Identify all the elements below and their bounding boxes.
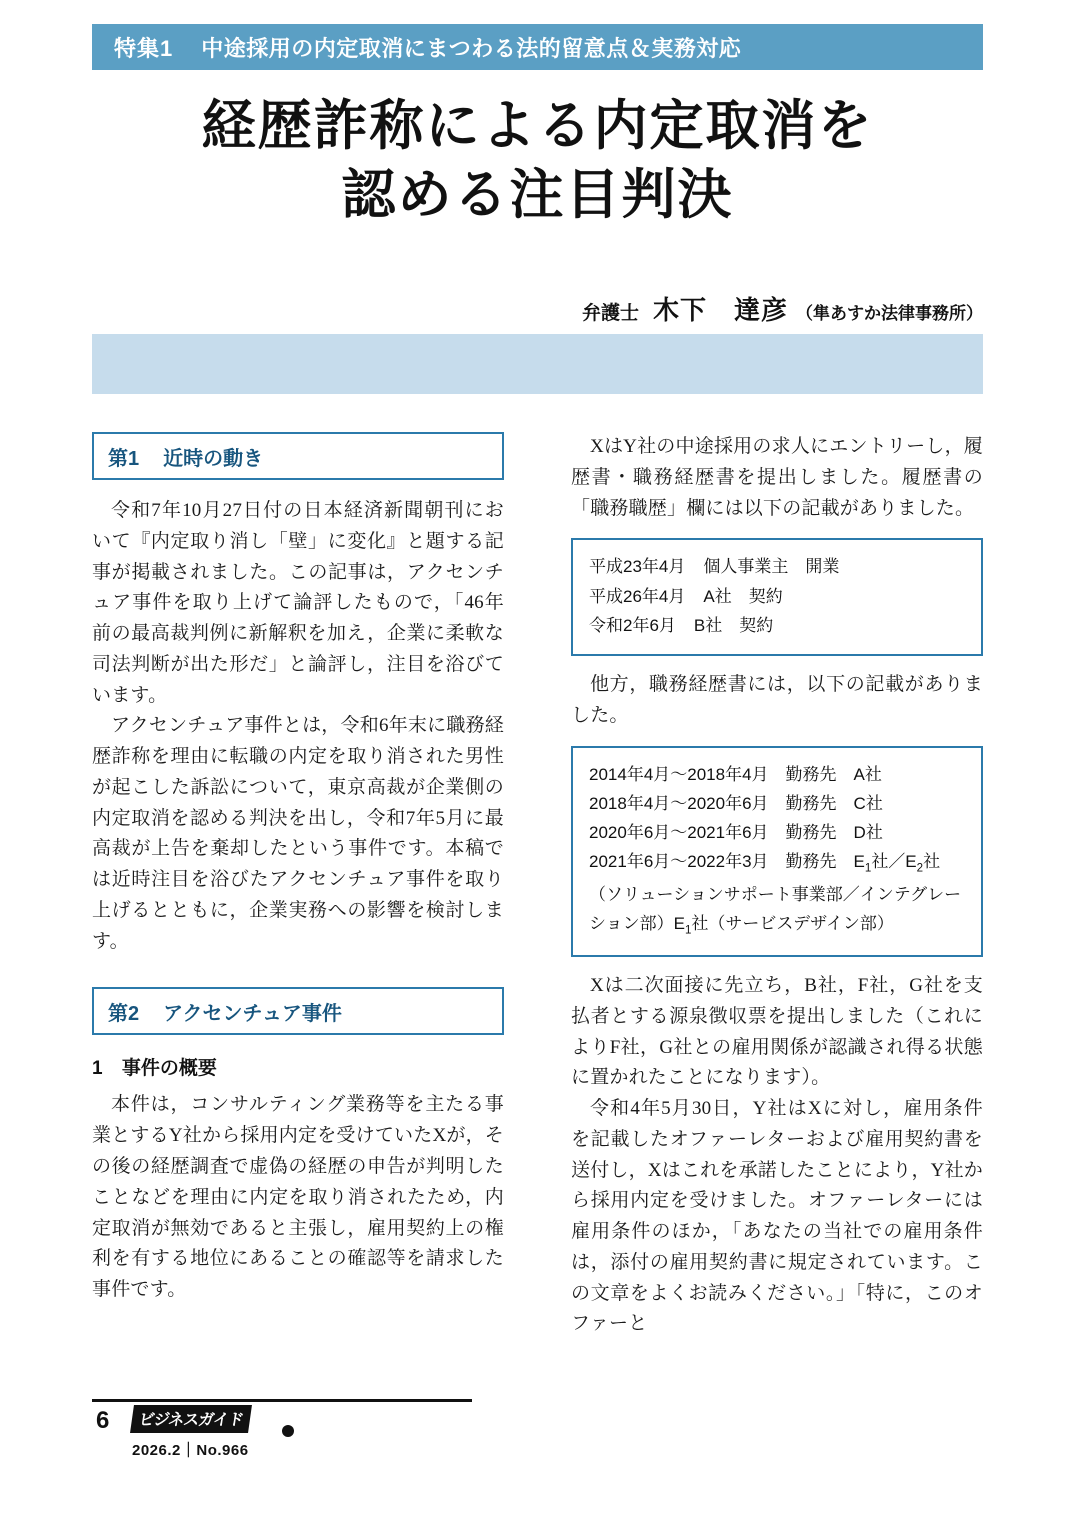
resume-row [589,611,965,640]
section-heading-2 [92,987,504,1035]
title-line-1: 経歴詐称による内定取消を [201,96,874,156]
footer-rule [92,1399,472,1402]
resume-row-detail: 個人事業主 開業 [703,557,840,577]
footer-dot-icon [282,1425,294,1437]
career-row-5-sub: 1 [685,924,692,937]
resume-row [589,552,965,581]
subsection-1-number: 1 [92,1058,103,1080]
career-row-5-b: 社（サービスデザイン部） [691,913,894,933]
feature-number: 特集1 [114,35,174,61]
byline [582,290,983,327]
career-row: 2018年4月〜2020年6月 勤務先 C社 [589,793,883,813]
author-name: 木下 達彦 [652,295,788,325]
author-affiliation: （隼あすか法律事務所） [796,304,983,323]
section-1-label: 近時の動き [163,447,264,470]
column-left [92,432,504,1306]
career-row: 2014年4月〜2018年4月 勤務先 A社 [589,764,882,784]
page-footer [92,1399,492,1471]
resume-row [589,582,965,611]
subsection-heading-1 [92,1053,504,1080]
section-2-paragraph-1: 本件は，コンサルティング業務等を主たる事業とするY社から採用内定を受けていたXが，その後の経歴調査で虚偽の経歴の申告が判明したことなどを理由に内定を取り消されたため，内定取消が無効であると主張し，雇用契約上の権利を有する地位にあることの確認等を請求した事件です。 [92,1094,504,1301]
career-row-4-sub2: 2 [916,862,924,875]
career-row: 2020年6月〜2021年6月 勤務先 D社 [589,823,883,842]
section-1-paragraph-2: アクセンチュア事件とは，令和6年末に職務経歴詐称を理由に転職の内定を取り消された男性が起こした訴訟について，東京高裁が企業側の内定取消を認める判決を出し，令和7年5月に最高裁が上告を棄却したという事件です。本稿では近時注目を浴びたアクセンチュア事件を取り上げるとともに，企業実務への影響を検討します。 [92,715,504,952]
section-2-paragraph-3: 他方，職務経歴書には，以下の記載がありました。 [571,674,983,726]
feature-band [92,24,983,70]
page-number: 6 [96,1407,110,1434]
resume-history-box [571,538,983,656]
section-1-paragraph-1: 令和7年10月27日付の日本経済新聞朝刊において『内定取り消し「壁」に変化』と題する記事が掲載されました。この記事は，アクセンチュア事件を取り上げて論評したもので，「46年前の最高裁判例に新解釈を加え，企業に柔軟な司法判断が出た形だ」と論評し，注目を浴びています。 [92,500,504,706]
career-row-4-b: 社／E [871,852,917,872]
career-row-4-a: 2021年6月〜2022年3月 勤務先 E [589,852,865,872]
section-2-paragraph-2: XはY社の中途採用の求人にエントリーし，履歴書・職務経歴書を提出しました。履歴書の「職務職歴」欄には以下の記載がありました。 [571,436,983,519]
resume-row-date: 平成23年4月 [589,557,686,577]
career-row [589,847,965,879]
title-line-2: 認める注目判決 [341,165,734,226]
section-2-paragraph-4: Xは二次面接に先立ち，B社，F社，G社を支払者とする源泉徴収票を提出しました（これによりF社，G社との雇用関係が認識され得る状態に置かれたことになります）。 [571,975,983,1089]
career-row [589,880,965,942]
section-2-paragraph-5: 令和4年5月30日，Y社はXに対し，雇用条件を記載したオファーレターおよび雇用契約書を送付し，Xはこれを承諾したことにより，Y社から採用内定を受けました。オファーレターには雇用条件のほか，「あなたの当社での雇用条件は，添付の雇用契約書に規定されています。この文章をよくお読みください。」「特に，このオファーと [571,1098,983,1335]
resume-row-date: 令和2年6月 [589,615,676,635]
feature-title: 中途採用の内定取消にまつわる法的留意点＆実務対応 [201,35,742,61]
subsection-1-label: 事件の概要 [121,1058,217,1080]
section-1-number: 第1 [108,447,140,470]
career-row-4-sub1: 1 [864,862,872,875]
magazine-logo: ビジネスガイド [130,1405,252,1433]
section-2-label: アクセンチュア事件 [163,1002,342,1025]
resume-row-detail: A社 契約 [703,586,783,606]
resume-row-detail: B社 契約 [693,615,774,635]
article-body [92,432,983,1402]
page-title [0,92,1075,230]
career-row-4-c: 社 [923,852,941,872]
issue-label: 2026.2｜No.966 [132,1442,249,1459]
section-2-number: 第2 [108,1002,140,1025]
author-role: 弁護士 [581,303,639,324]
career-row-5-a: （ソリューションサポート事業部／インテグレーション部）E [589,884,962,933]
resume-row-date: 平成26年4月 [589,586,686,606]
section-heading-1 [92,432,504,480]
column-right [571,432,983,1340]
career-history-box [571,746,983,957]
lead-tint-band [92,334,983,394]
